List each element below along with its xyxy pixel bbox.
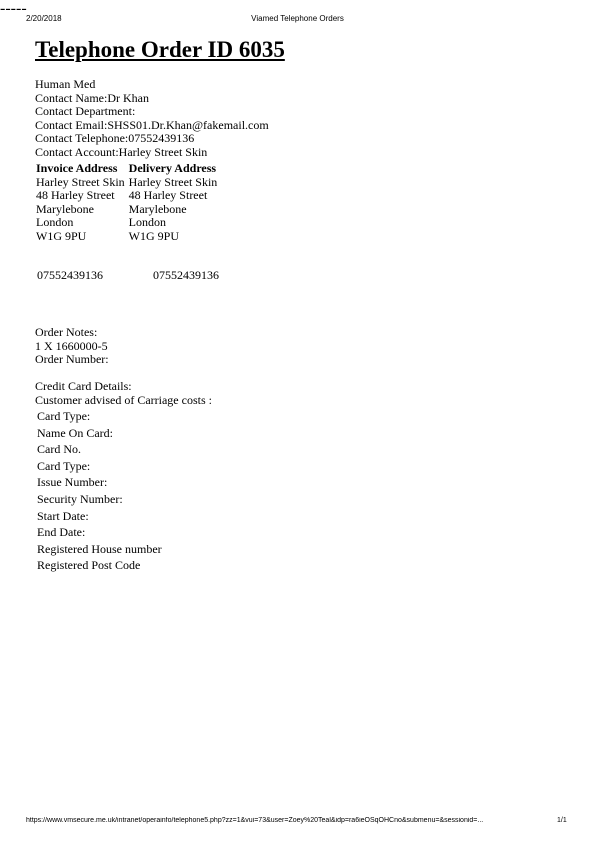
end-date-field: End Date: (37, 525, 86, 540)
start-date-field: Start Date: (37, 508, 89, 523)
security-number-field: Security Number: (37, 491, 123, 506)
address-header-row (34, 161, 219, 176)
contact-telephone-label: Contact Telephone: (35, 131, 129, 146)
print-url: https://www.vmsecure.me.uk/intranet/operainfo/telephone5.php?zz=1&vui=73&user=Zoey%20Teal&idp=ra6ieOSqOHCno&submenu=&sessionid=... (26, 817, 484, 824)
contact-account-row (35, 146, 269, 160)
invoice-address-line: W1G 9PU (36, 228, 87, 243)
order-notes-label: Order Notes: (35, 325, 98, 339)
address-table (34, 161, 219, 243)
contact-department-label: Contact Department: (35, 104, 136, 119)
delivery-address-line: 48 Harley Street (128, 188, 208, 203)
credit-card-fields (37, 409, 162, 575)
registered-house-number-field: Registered House number (37, 541, 162, 556)
card-number-field: Card No. (37, 442, 81, 457)
address-row (34, 216, 219, 229)
contact-email-label: Contact Email: (35, 117, 108, 132)
contact-email-value: SHSS01.Dr.Khan@fakemail.com (107, 117, 269, 132)
delivery-address-line: Marylebone (128, 201, 187, 216)
carriage-costs-text: Customer advised of Carriage costs : (35, 392, 212, 407)
contact-department-row (35, 105, 269, 119)
address-row (34, 203, 219, 216)
order-notes-value: 1 X 1660000-5 (35, 338, 108, 353)
invoice-address-line: London (36, 215, 74, 230)
delivery-address-line: London (128, 215, 166, 230)
contact-email-row (35, 119, 269, 133)
registered-post-code-field: Registered Post Code (37, 558, 141, 573)
print-title: Viamed Telephone Orders (251, 14, 344, 23)
page-title: Telephone Order ID 6035 (35, 37, 285, 62)
invoice-address-line: Harley Street Skin (36, 175, 125, 189)
contact-name-row (35, 92, 269, 106)
card-type-field: Card Type: (37, 458, 91, 473)
order-notes (35, 326, 109, 367)
contact-name-value: Dr Khan (107, 90, 149, 105)
address-row (34, 230, 219, 243)
issue-number-field: Issue Number: (37, 475, 108, 490)
delivery-address-line: W1G 9PU (128, 228, 179, 243)
delivery-address-heading: Delivery Address (128, 161, 217, 175)
contact-telephone-row (35, 132, 269, 146)
contact-telephone-value: 07552439136 (128, 131, 195, 146)
print-date: 2/20/2018 (26, 14, 62, 23)
contact-account-value: Harley Street Skin (118, 144, 208, 159)
card-type-field: Card Type: (37, 409, 91, 423)
delivery-phone: 07552439136 (153, 268, 219, 282)
invoice-address-line: Marylebone (36, 201, 94, 216)
credit-card-section (35, 380, 212, 407)
address-row (34, 176, 219, 189)
company-name: Human Med (35, 77, 96, 91)
contact-info (35, 78, 269, 160)
invoice-address-line: 48 Harley Street (36, 188, 115, 203)
credit-card-details-label: Credit Card Details: (35, 379, 132, 393)
invoice-phone: 07552439136 (37, 268, 103, 282)
delivery-address-line: Harley Street Skin (128, 175, 218, 189)
address-row (34, 189, 219, 202)
order-number-label: Order Number: (35, 352, 109, 367)
name-on-card-field: Name On Card: (37, 425, 113, 440)
print-header (0, 14, 595, 26)
invoice-address-heading: Invoice Address (36, 161, 118, 175)
contact-name-label: Contact Name: (35, 90, 108, 105)
print-footer (0, 817, 595, 829)
page-number: 1/1 (557, 817, 567, 824)
contact-account-label: Contact Account: (35, 144, 119, 159)
address-separator: ----- (0, 0, 27, 17)
